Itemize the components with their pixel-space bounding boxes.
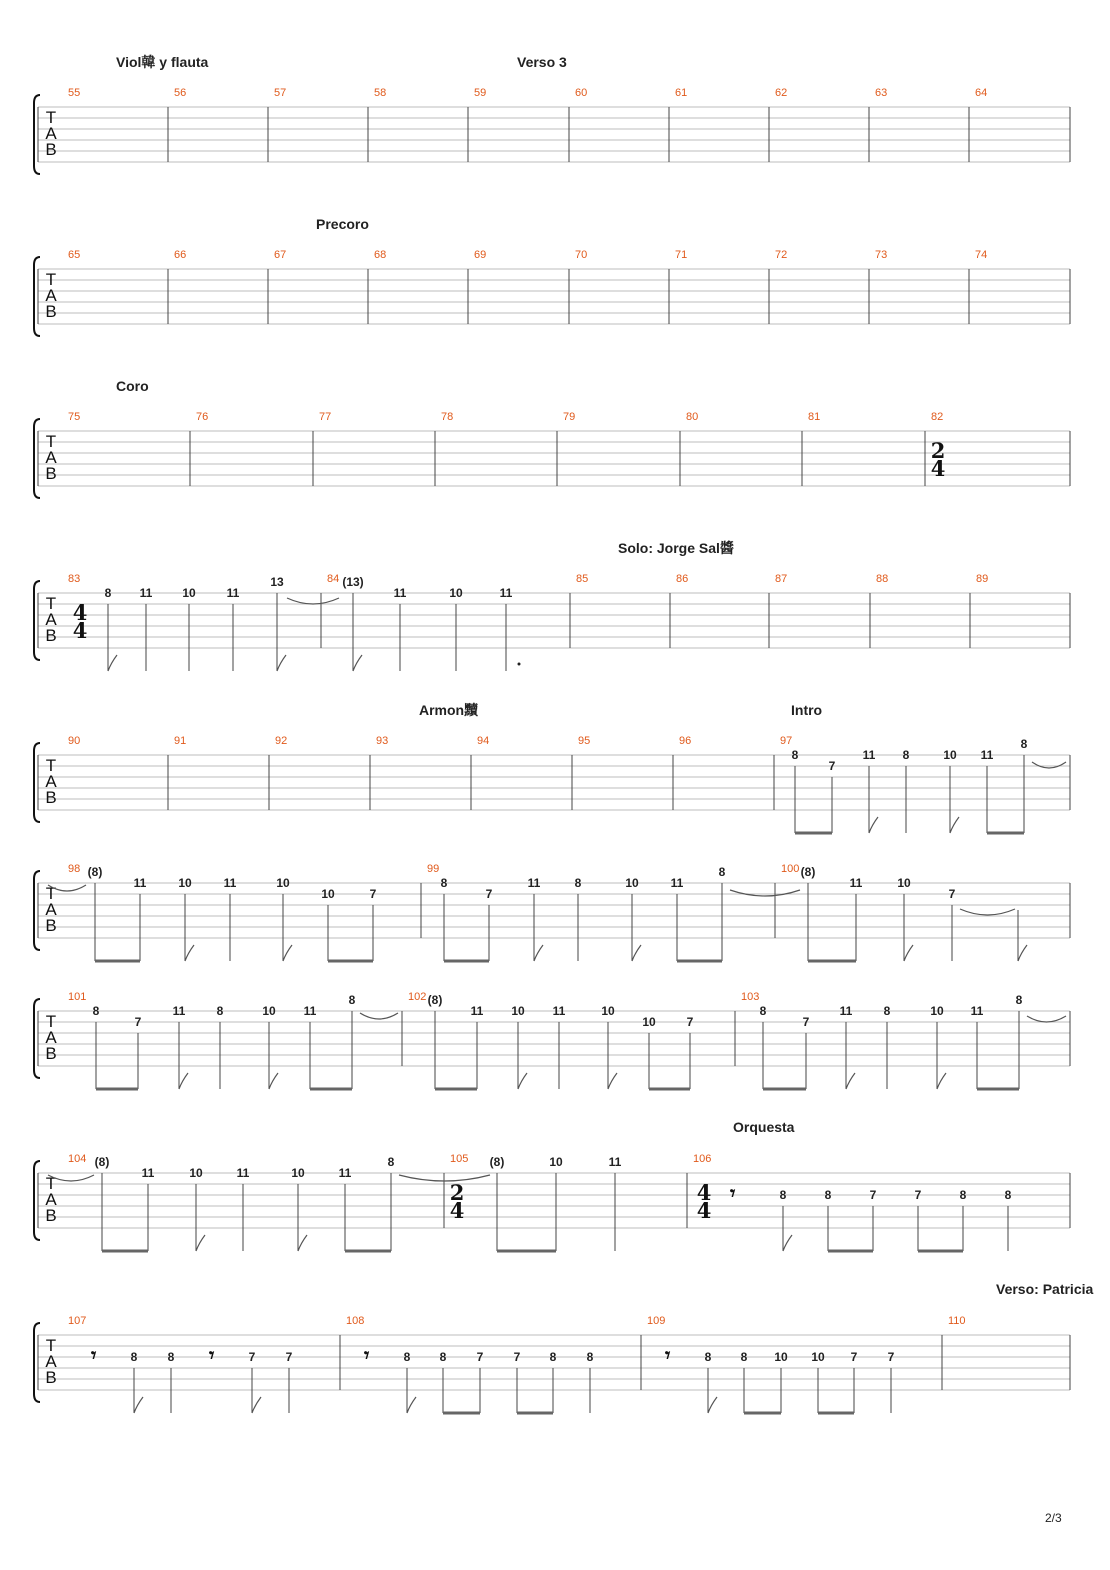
fret-number: 11 (172, 1004, 186, 1018)
time-signature-bottom: 4 (449, 1198, 465, 1223)
fret-number: 11 (670, 876, 684, 890)
time-signature-bottom: 4 (696, 1198, 712, 1223)
page-number: 2/3 (1045, 1511, 1062, 1525)
measure-number: 66 (174, 249, 187, 261)
fret-number: 10 (897, 876, 911, 890)
fret-number: 8 (1004, 1188, 1012, 1202)
tie (1032, 762, 1066, 768)
note-flag (534, 945, 543, 961)
fret-number: 11 (499, 586, 513, 600)
tab-clef-letter: B (45, 916, 57, 935)
fret-number: 11 (970, 1004, 984, 1018)
measure-number: 76 (196, 411, 209, 423)
fret-number: 11 (139, 586, 153, 600)
measure-number: 67 (274, 249, 287, 261)
tab-clef-letter: A (45, 286, 57, 305)
tab-clef-letter: B (45, 788, 57, 807)
section-label: Solo: Jorge Sal醬 (618, 540, 734, 556)
tab-staff (34, 743, 1070, 822)
tab-clef-letter: T (45, 756, 57, 775)
measure-number: 61 (675, 87, 688, 99)
fret-number: 8 (216, 1004, 224, 1018)
note-flag (134, 1397, 143, 1413)
measure-number: 79 (563, 411, 576, 423)
measure-number: 75 (68, 411, 81, 423)
fret-number: 8 (1015, 993, 1023, 1007)
note-flag (179, 1073, 188, 1089)
eighth-rest: 𝄾 (91, 1343, 97, 1367)
measure-number: 89 (976, 573, 989, 585)
fret-number: 11 (226, 586, 240, 600)
measure-number: 80 (686, 411, 699, 423)
eighth-rest: 𝄾 (730, 1181, 736, 1205)
note-flag (252, 1397, 261, 1413)
fret-number: 10 (811, 1350, 825, 1364)
section-label: Viol韓 y flauta (116, 54, 209, 70)
note-flag (196, 1235, 205, 1251)
measure-number: 82 (931, 411, 944, 423)
measure-number: 105 (450, 1153, 469, 1165)
tab-clef-letter: B (45, 464, 57, 483)
fret-number: 11 (608, 1155, 622, 1169)
fret-number: 7 (369, 887, 377, 901)
tab-staff (34, 419, 1070, 498)
fret-number: 7 (285, 1350, 293, 1364)
fret-number: 8 (130, 1350, 138, 1364)
fret-number: 11 (236, 1166, 250, 1180)
tab-clef-letter: A (45, 124, 57, 143)
note-flag (783, 1235, 792, 1251)
measure-number: 81 (808, 411, 821, 423)
tab-clef-letter: T (45, 1336, 57, 1355)
measure-number: 110 (948, 1315, 966, 1327)
tab-staff (34, 95, 1070, 174)
note-flag (608, 1073, 617, 1089)
fret-number: 11 (303, 1004, 317, 1018)
fret-number: 10 (291, 1166, 305, 1180)
note-flag (185, 945, 194, 961)
measure-number: 106 (693, 1153, 712, 1165)
fret-number: 7 (513, 1350, 521, 1364)
fret-number: 8 (740, 1350, 748, 1364)
tab-clef-letter: A (45, 900, 57, 919)
fret-number: 7 (869, 1188, 877, 1202)
measure-number: 84 (327, 573, 340, 585)
measure-number: 55 (68, 87, 81, 99)
fret-number: 7 (485, 887, 493, 901)
tie (287, 598, 339, 604)
measure-number: 99 (427, 863, 440, 875)
fret-number: 8 (92, 1004, 100, 1018)
measure-number: 103 (741, 991, 760, 1003)
measure-number: 92 (275, 735, 288, 747)
tab-clef-letter: T (45, 1174, 57, 1193)
measure-number: 86 (676, 573, 689, 585)
measure-number: 63 (875, 87, 888, 99)
fret-number: 7 (248, 1350, 256, 1364)
note-flag (708, 1397, 717, 1413)
note-flag (846, 1073, 855, 1089)
fret-number: 8 (1020, 737, 1028, 751)
fret-number: 10 (601, 1004, 615, 1018)
measure-number: 101 (68, 991, 87, 1003)
fret-number: 8 (549, 1350, 557, 1364)
fret-number: 10 (189, 1166, 203, 1180)
measure-number: 58 (374, 87, 387, 99)
fret-number: 8 (104, 586, 112, 600)
fret-number: (8) (94, 1155, 110, 1169)
tab-clef-letter: A (45, 1190, 57, 1209)
note-flag (269, 1073, 278, 1089)
section-label: Precoro (316, 216, 369, 232)
measure-number: 62 (775, 87, 788, 99)
fret-number: 8 (824, 1188, 832, 1202)
measure-number: 71 (675, 249, 688, 261)
measure-number: 94 (477, 735, 490, 747)
fret-number: 8 (883, 1004, 891, 1018)
section-label: Coro (116, 378, 149, 394)
tab-clef-letter: B (45, 626, 57, 645)
note-flag (407, 1397, 416, 1413)
fret-number: 8 (439, 1350, 447, 1364)
tab-clef-letter: A (45, 448, 57, 467)
fret-number: 11 (839, 1004, 853, 1018)
fret-number: 8 (403, 1350, 411, 1364)
measure-number: 102 (408, 991, 427, 1003)
fret-number: 8 (574, 876, 582, 890)
tab-clef-letter: T (45, 884, 57, 903)
measure-number: 57 (274, 87, 287, 99)
measure-number: 83 (68, 573, 81, 585)
fret-number: (8) (489, 1155, 505, 1169)
measure-number: 60 (575, 87, 588, 99)
tie (730, 890, 800, 896)
fret-number: (8) (427, 993, 443, 1007)
tab-clef-letter: T (45, 594, 57, 613)
fret-number: 11 (862, 748, 876, 762)
time-signature (73, 600, 88, 643)
tie (360, 1013, 398, 1019)
note-flag (283, 945, 292, 961)
fret-number: 8 (779, 1188, 787, 1202)
measure-number: 69 (474, 249, 487, 261)
fret-number: 11 (470, 1004, 484, 1018)
tab-clef-letter: T (45, 108, 57, 127)
tab-clef-letter: B (45, 1044, 57, 1063)
fret-number: 10 (625, 876, 639, 890)
eighth-rest: 𝄾 (665, 1343, 671, 1367)
time-signature-bottom: 4 (72, 618, 88, 643)
fret-number: 11 (223, 876, 237, 890)
fret-number: 11 (393, 586, 407, 600)
measure-number: 96 (679, 735, 692, 747)
measure-number: 70 (575, 249, 588, 261)
tab-clef-letter: T (45, 1012, 57, 1031)
note-flag (277, 655, 286, 671)
fret-number: 7 (134, 1015, 142, 1029)
fret-number: 10 (943, 748, 957, 762)
time-signature-top: 2 (449, 1180, 465, 1205)
measure-number: 107 (68, 1315, 87, 1327)
fret-number: (8) (800, 865, 816, 879)
measure-number: 64 (975, 87, 988, 99)
fret-number: 7 (802, 1015, 810, 1029)
measure-number: 85 (576, 573, 589, 585)
fret-number: 11 (980, 748, 994, 762)
fret-number: 7 (686, 1015, 694, 1029)
tab-clef-letter: B (45, 1368, 57, 1387)
fret-number: 7 (828, 759, 836, 773)
tie (960, 909, 1015, 915)
measure-number: 100 (781, 863, 800, 875)
fret-number: 10 (642, 1015, 656, 1029)
note-flag (298, 1235, 307, 1251)
fret-number: 7 (850, 1350, 858, 1364)
note-flag (937, 1073, 946, 1089)
fret-number: 8 (718, 865, 726, 879)
measure-number: 91 (174, 735, 187, 747)
fret-number: 8 (167, 1350, 175, 1364)
measure-number: 88 (876, 573, 889, 585)
fret-number: 7 (948, 887, 956, 901)
measure-number: 97 (780, 735, 793, 747)
note-flag (904, 945, 913, 961)
measure-number: 87 (775, 573, 788, 585)
measure-number: 109 (647, 1315, 666, 1327)
tab-staff (34, 257, 1070, 336)
note-flag (869, 817, 878, 833)
section-label: Verso 3 (517, 54, 567, 70)
measure-number: 74 (975, 249, 988, 261)
tie (1027, 1016, 1066, 1022)
fret-number: 8 (586, 1350, 594, 1364)
fret-number: 10 (930, 1004, 944, 1018)
fret-number: 10 (511, 1004, 525, 1018)
fret-number: 13 (270, 575, 284, 589)
fret-number: 11 (141, 1166, 155, 1180)
note-flag (518, 1073, 527, 1089)
tab-clef-letter: B (45, 302, 57, 321)
fret-number: 11 (133, 876, 147, 890)
measure-number: 95 (578, 735, 591, 747)
measure-number: 73 (875, 249, 888, 261)
tab-clef-letter: A (45, 1028, 57, 1047)
measure-number: 93 (376, 735, 389, 747)
note-flag (353, 655, 362, 671)
time-signature (450, 1180, 465, 1223)
tab-clef-letter: T (45, 432, 57, 451)
time-signature-top: 4 (696, 1180, 712, 1205)
measure-number: 59 (474, 87, 487, 99)
note-flag (108, 655, 117, 671)
fret-number: 10 (449, 586, 463, 600)
eighth-rest: 𝄾 (364, 1343, 370, 1367)
measure-number: 90 (68, 735, 81, 747)
dot (518, 663, 521, 666)
fret-number: 10 (321, 887, 335, 901)
fret-number: 10 (178, 876, 192, 890)
note-flag (632, 945, 641, 961)
fret-number: 10 (276, 876, 290, 890)
fret-number: 10 (182, 586, 196, 600)
fret-number: 7 (476, 1350, 484, 1364)
tab-clef-letter: T (45, 270, 57, 289)
tab-clef-letter: B (45, 1206, 57, 1225)
measure-number: 68 (374, 249, 387, 261)
note-flag (950, 817, 959, 833)
measure-number: 104 (68, 1153, 87, 1165)
note-flag (1018, 945, 1027, 961)
fret-number: 8 (791, 748, 799, 762)
time-signature-top: 2 (930, 438, 946, 463)
fret-number: 8 (902, 748, 910, 762)
fret-number: 11 (527, 876, 541, 890)
measure-number: 77 (319, 411, 332, 423)
fret-number: 8 (704, 1350, 712, 1364)
fret-number: 11 (849, 876, 863, 890)
time-signature-bottom: 4 (930, 456, 946, 481)
measure-number: 78 (441, 411, 454, 423)
measure-number: 98 (68, 863, 81, 875)
measure-number: 72 (775, 249, 788, 261)
time-signature (931, 438, 946, 481)
eighth-rest: 𝄾 (209, 1343, 215, 1367)
section-label: Intro (791, 702, 823, 718)
fret-number: 7 (887, 1350, 895, 1364)
fret-number: 8 (440, 876, 448, 890)
tab-clef-letter: B (45, 140, 57, 159)
tab-clef-letter: A (45, 610, 57, 629)
section-label: Orquesta (733, 1119, 795, 1135)
fret-number: 11 (552, 1004, 566, 1018)
fret-number: 8 (959, 1188, 967, 1202)
measure-number: 65 (68, 249, 81, 261)
fret-number: (8) (87, 865, 103, 879)
measure-number: 56 (174, 87, 187, 99)
tab-clef-letter: A (45, 772, 57, 791)
fret-number: 10 (774, 1350, 788, 1364)
measure-number: 108 (346, 1315, 365, 1327)
fret-number: 8 (348, 993, 356, 1007)
section-label: Armon黷 (419, 702, 479, 718)
fret-number: (13) (342, 575, 364, 589)
tab-clef-letter: A (45, 1352, 57, 1371)
fret-number: 8 (387, 1155, 395, 1169)
fret-number: 8 (759, 1004, 767, 1018)
time-signature-top: 4 (72, 600, 88, 625)
fret-number: 7 (914, 1188, 922, 1202)
fret-number: 10 (262, 1004, 276, 1018)
section-label: Verso: Patricia (996, 1281, 1094, 1297)
fret-number: 11 (338, 1166, 352, 1180)
time-signature (697, 1180, 712, 1223)
fret-number: 10 (549, 1155, 563, 1169)
